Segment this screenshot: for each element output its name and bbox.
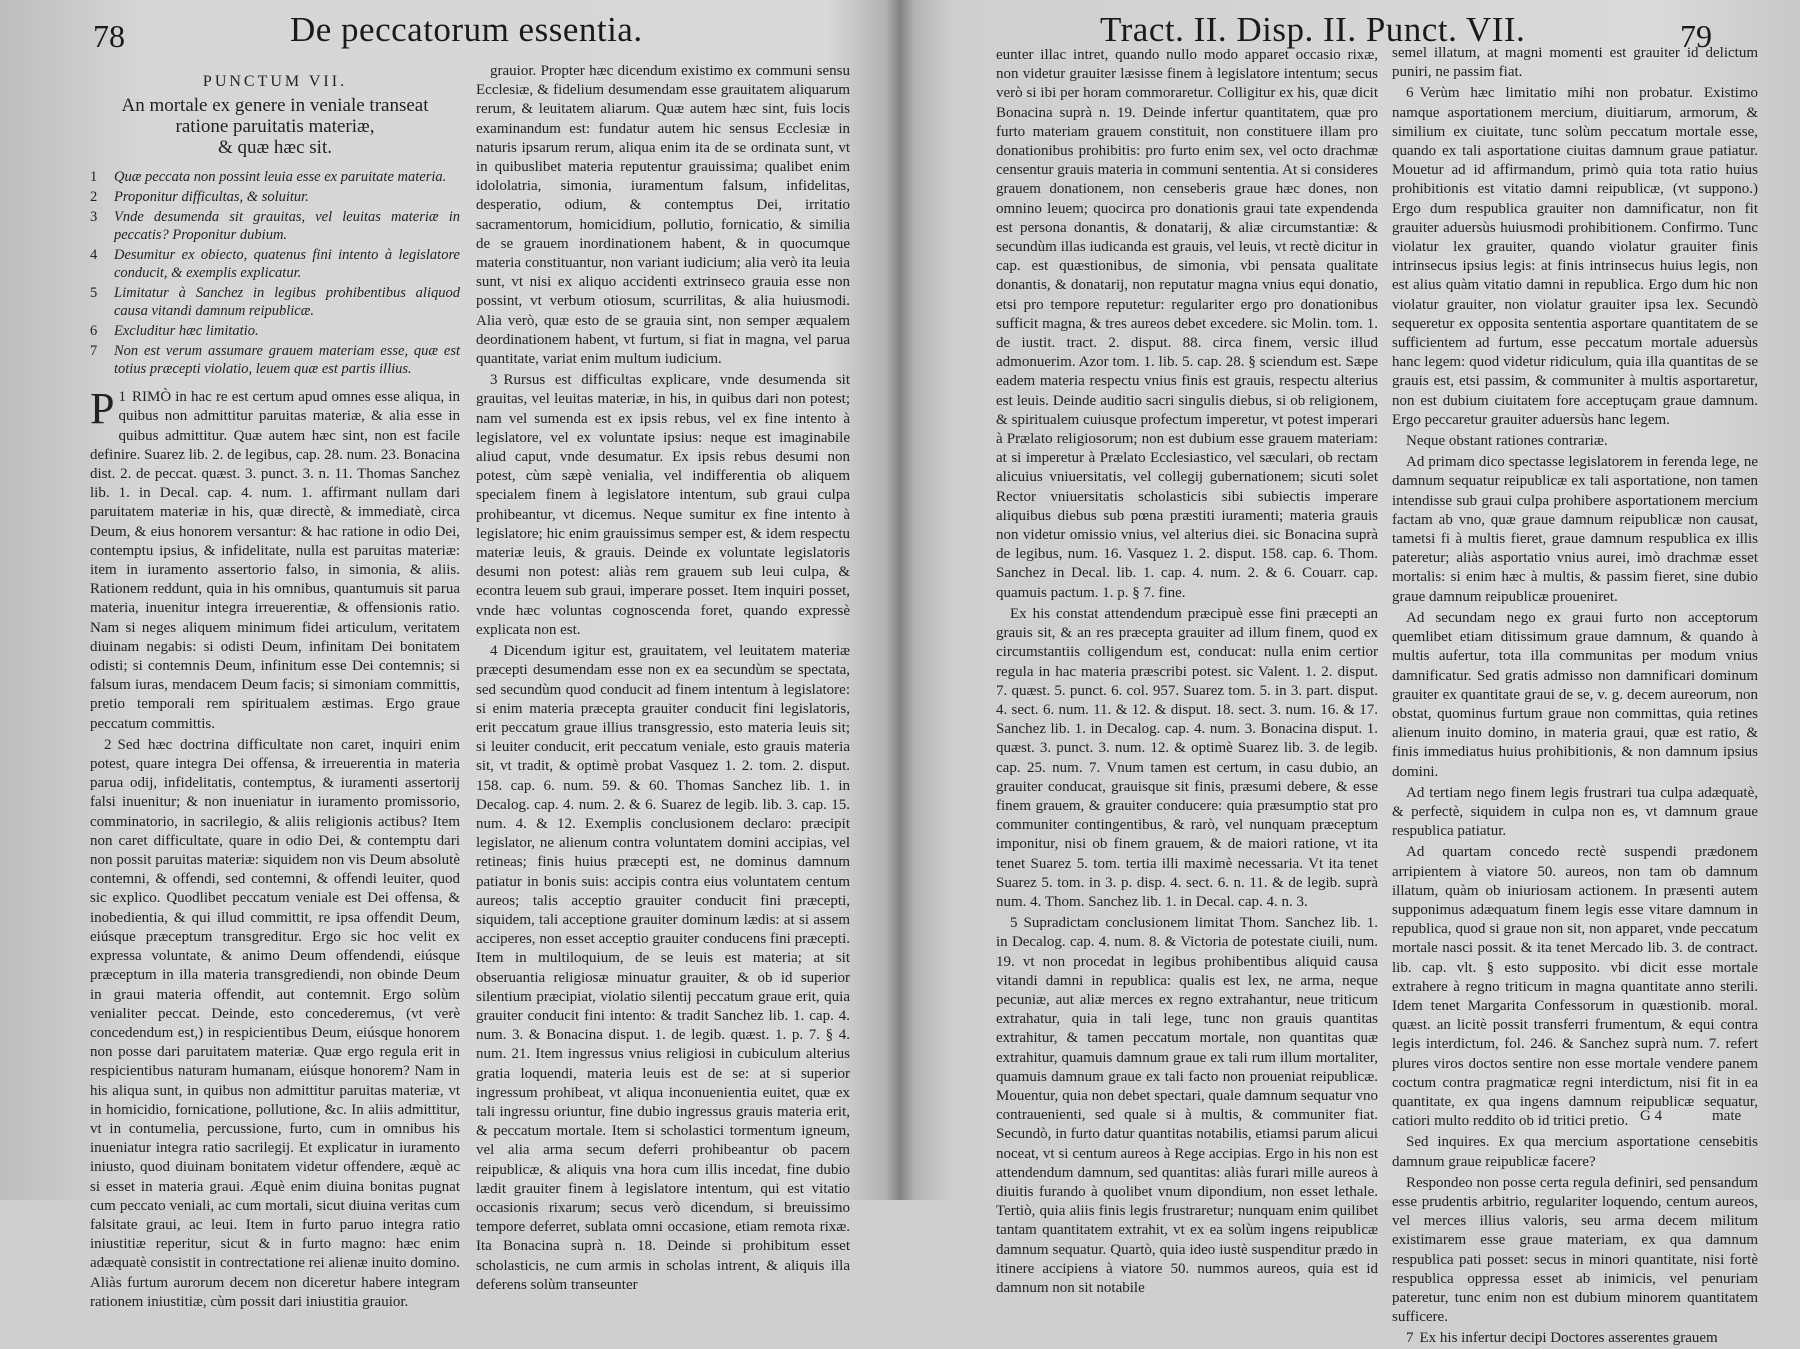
folio-right: 79	[1680, 18, 1712, 54]
paragraph-text: Supradictam conclusionem limitat Thom. Sanchez lib. 1. in Decalog. cap. 4. num. 8. & Victoria de potestate ciuili, num. 19. vt non procedat in legibus prohibentibus aliquid causa vitandi damni in republica: qualis est lex, ne arma, neque pecuniæ, aut aliæ merces ex regno extrahantur, neue triticum extrahatur, quia in tali lege, tunc non grauis quantitas extrahitur, & tamen peccatum mortale, non quantitas quæ extrahitur, quamuis damnum graue ex tali rum illum mortaliter, quamuis damnum graue ex tali facto non proueniat reipublicæ. Mouentur, quia non debet spectari, quale damnum sequatur vno contrauenienti, sed quale si à multis, & communiter fiat. Secundò, in furto datur quantitas notabilis, etiamsi parum alicui noceat, vt si centum aureos à Rege accipias. Ergo in his non est attendendum damnum, sed quantitas: aliàs furari mille aureos à diuitis furando à quolibet vnum dipondium, non esset lethale. Tertiò, quia aliis finis legis frustraretur; nunquam enim quilibet tantam quantitatem extrahit, vt ex ea solùm ingens reipublicæ damnum sequatur. Quartò, quia ideo iustè suspenditur prædo in itinere accipiens à viatore 50. nummos aureos, quia est id damnum non sit notabile	[996, 915, 1378, 1296]
paragraph	[1392, 1174, 1758, 1328]
folio-left: 78	[93, 18, 125, 54]
summary-number: 4	[90, 247, 98, 264]
summary-text: Proponitur difficultas, & soluitur.	[114, 189, 309, 206]
paragraph-text: Verùm hæc limitatio mihi non probatur. Existimo namque asportationem mercium, diuitiarum, armorum, & similium ex ciuitate, tunc solùm peccatum mortale esse, quando ex tali asportatione ciuitas damnum graue patiatur. Mouetur ad id affirmandum, primò quia tota ratio huius prohibitionis est vitatio damni reipublicæ, (vt suppono.) Ergo dum respublica grauiter non damnificatur, non fit grauiter aduersùs huiusmodi prohibitionem. Confirmo. Tunc violatur lex grauiter, quando violatur grauiter finis intrinsecus ipsius legis: at finis intrinsecus huius legis, non est alius quàm vitatio damni in republica. Ergo dum hic non violatur grauiter, non violatur grauiter ipsa lex. Secundò sequeretur ex opposita sententia asportare quantitatem de se sufficientem ad furtum, esse peccatum mortale aduersùs hanc legem: quod videtur ridiculum, quia illa quantitas de se grauis est, etsi passim, & communiter à multis asportaretur, non est dubium ciuitatem fore acceptuçam graue damnum. Ergo peccaretur grauiter aduersùs hanc legem.	[1392, 85, 1758, 428]
paragraph-number: 5	[1010, 915, 1018, 932]
right-column-1	[996, 46, 1378, 1296]
paragraph-text: grauior. Propter hæc dicendum existimo ex communi sensu Ecclesiæ, & fidelium desumendam esse grauitatem aliquarum rerum, & leuitatem aliarum. Quæ autem hæc sint, fuis locis examinandum est: fundatur autem hic sensus Ecclesiæ in naturis ipsarum rerum, aliqua enim ita de se ordinata sunt, vt in quibuslibet materia reputentur grauissima; qualibet enim idololatria, simonia, iuramentum falsum, infidelitas, desperatio, odium, & contemptus Dei, irritatio sacramentorum, homicidium, pollutio, fornicatio, & similia de se grauem inordinationem habent, & in quocumque materia constituantur, non variant iudicium; alia verò ita leuia sunt, vt nisi ex aliquo accidenti extrinseco grauia esse non possint, vt verbum otiosum, scurrilitas, & alia huiusmodi. Alia verò, quæ esto de se grauia sint, non semper æqualem deordinationem habent, vt furtum, si fiat in magna, vel parua quantitate, variat enim multum iudicium.	[476, 63, 850, 368]
summary-number: 6	[90, 323, 98, 340]
summary-list	[90, 168, 460, 378]
paragraph-text: Neque obstant rationes contrariæ.	[1406, 433, 1608, 450]
summary-item	[90, 208, 460, 244]
summary-number: 1	[90, 169, 98, 186]
paragraph	[90, 384, 460, 734]
paragraph-text: RIMÒ in hac re est certum apud omnes esse aliqua, in quibus non admittitur paruitas materiæ, & alia esse in quibus admittitur. Quæ autem hæc sint, non est facile definire. Suarez lib. 2. de legibus, cap. 28. num. 23. Bonacina dist. 2. de peccat. quæst. 3. punct. 3. n. 11. Thomas Sanchez lib. 1. in Decal. cap. 4. num. 1. affirmant nullam dari paruitatem materiæ in his, quæ directè, & immediatè, circa Deum, & eius honorem versantur: & hac ratione in odio Dei, contemptu ipsius, & infidelitate, nulla est paruitas materiæ: item in iuramento assertorio falso, in simonia, & aliis. Rationem reddunt, quia in his omnibus, quantumuis sit parua materia, inuenitur integra irreuerentiæ, & offensionis ratio. Nam si neges aliquem minimum fidei articulum, veritatem diuinam negabis: si odisti Deum, infinitam Dei bonitatem odisti; si contemnis Deum, infinitum esse Dei contemnis; si falsum iuras, mendacem Deum facis; si simoniam committis, pretio temporali rem spiritualem æstimas. Ergo graue peccatum committis.	[90, 389, 460, 732]
signature-mark: G 4	[1640, 1108, 1663, 1124]
summary-text: Quæ peccata non possint leuia esse ex paruitate materia.	[114, 169, 447, 186]
paragraph	[1392, 784, 1758, 842]
left-page	[0, 0, 900, 1310]
summary-item	[90, 322, 460, 340]
paragraph-text: eunter illac intret, quando nullo modo apparet occasio rixæ, non videtur grauiter læsisse finem à legislatore intentum; secus verò si ibi per horam commoraretur. Colligitur ex his, quæ dicit Bonacina suprà n. 19. Deinde infertur quantitatem, quæ pro furto materiam grauem constituit, non constituere illam pro donationibus prohibitis: pro furto enim sex, vel octo drachmæ censentur grauis materia in communi sententia. At si consideres grauem donationem, non censeberis graue hæc dones, non omnino leuem; quocirca pro donationis graui tate expendenda est persona donantis, & donatarij, & aliæ circumstantiæ: & secundùm illas iudicanda est grauis, vel leuis, vt rectè dicitur in cap. est quæstionibus, de simonia, vbi pensata qualitate donantis, & donatarij, non reputatur magna vnius equi donatio, etsi pro tempore reputetur: regulariter ergo pro donationibus sufficit magna, & tres aureos debet excedere. sic Molin. tom. 1. de iustit. tract. 2. disput. 88. circa finem, versic illud admonuerim. Azor tom. 1. lib. 5. cap. 28. § sciendum est. Sæpe eadem materia respectu vnius finis est grauis, respectu alterius est leuis. Deinde auditio sacri singulis diebus, si ob religionem, & spiritualem cuiusque profectum imperetur, vt potest imperari à Prælato religiosorum; non est dubium esse grauem materiam: at si imperetur à Prælato Ecclesiastico, vel sæculari, ob rectam alicuius vniuersitatis, vel collegij gubernationem; sicuti solet Rector vniuersitatis scholasticis sibi subiectis imperare aliquibus diebus sub pœna præstiti iuramenti; materia grauis non videtur omissio vnius, vel alterius diei. sic Bonacina suprà de legibus, num. 16. Vasquez 1. 2. disput. 158. cap. 6. Thom. Sanchez in Decal. lib. 1. cap. 4. num. 2. & 6. Couarr. cap. quamuis pactum. 1. p. § 7. fine.	[996, 47, 1378, 601]
paragraph-text: Respondeo non posse certa regula definiri, sed pensandum esse prudentis arbitrio, regulariter loquendo, centum aureos, vel merces illius valoris, seu arma decem militum existimarem esse graue materiam, ex qua damnum respublica pati posset: secus in minori quantitate, nisi fortè respublica oppressa esset ab inimicis, vel penuriam pateretur, tunc enim non est dubium minorem quantitatem sufficere.	[1392, 1174, 1758, 1326]
heading-line: ratione paruitatis materiæ,	[175, 116, 375, 138]
paragraph	[1392, 432, 1758, 451]
summary-item	[90, 284, 460, 320]
summary-item	[90, 168, 460, 186]
paragraph-number: 1	[118, 389, 126, 406]
paragraph	[996, 605, 1378, 912]
punctum-title: PUNCTUM VII.	[202, 73, 348, 90]
paragraph	[476, 62, 850, 369]
summary-item	[90, 246, 460, 282]
paragraph	[1392, 609, 1758, 782]
paragraph-text: Ad quartam concedo rectè suspendi prædonem arripientem à viatore 50. aureos, non tam ob damnum illatum, quàm ob iniuriosam actionem. In præsenti autem supponimus adæquatum finem legis esse vitare damnum in republica, quod si graue non sit, non apparet, vnde peccatum mortale nasci possit. & ita tenet Mercado lib. 3. de contract. lib. cap. vlt. § esto supposito. vbi dicit esse mortale extrahere à regno triticum in magna quantitate anno sterili. Idem tenet Margarita Confessorum in quæstionib. moral. quæst. an licitè possit transferri frumentum, & equi contra legis interdictum, fol. 246. & Sanchez suprà num. 7. refert plures viros doctos sentire non esse mortale vendere panem coctum contra pragmaticæ regni interdictum, nisi fit in ea quantitate, ex qua ingens damnum reipublicæ sequatur, catiori multo reddito ob id tritici pretio.	[1392, 844, 1758, 1130]
paragraph-text: Ex his constat attendendum præcipuè esse fini præcepti an grauis sit, & an res præcepta grauiter ad illum finem, quod ex circumstantiis colligendum est, conducat: nulla enim certior regula in hac materia præscribi potest. sic Valent. 1. 2. disput. 7. quæst. 5. punct. 6. col. 957. Suarez tom. 5. in 3. part. disput. 4. sect. 6. num. 11. & 12. & disput. 18. sect. 3. num. 16. & 17. Sanchez lib. 1. in Decalog. cap. 4. num. 3. Bonacina disput. 1. quæst. 3. punct. 3. num. 12. & optimè Suarez lib. 3. de legib. cap. 25. num. 7. Vnum tamen est certum, in casu dubio, an grauiter conducat, grauisque sit finis, præsumi debere, & esse finem grauem, & grauiter conducere: quia præsumptio stat pro communiter contingentibus, & rarò, vel nunquam præceptum imponitur, nisi ob finem grauem, & de maiori ratione, vt ita tenet Suarez 5. tom. tertia illi maximè necessaria. Vt ita tenet Suarez 5. tom. in 3. p. disp. 4. sect. 6. n. 11. & de legib. suprà num. 4. Thom. Sanchez lib. 1. in Decal. cap. 4. n. 3.	[996, 605, 1378, 910]
paragraph	[1392, 843, 1758, 1131]
paragraph-text: Rursus est difficultas explicare, vnde desumenda sit grauitas, vel leuitas materiæ, in his, in quibus dari non potest; nam vel sumenda est ex ipsis rebus, vel ex fine intento à legislatore, vel ex voluntate ipsius: neque est imaginabile aliud caput, vnde desumatur. Ex ipsis rebus desumi non potest, cùm sæpè venialia, vel indifferentia ob aliquem specialem finem à legislatore intentum, sub graui culpa prohibeantur, vt dicemus. Neque sumitur ex fine intento à legislatore; hic enim grauissimus semper est, & idem respectu materiæ leuis, & grauis. Deinde ex voluntate legislatoris desumi non potest: aliàs rem grauem sub leui culpa, & econtra leuem sub graui, imperare posset. Item inquiri posset, vnde hæc voluntas cognoscenda foret, quando expressè explicata non est.	[476, 372, 850, 638]
paragraph-number: 7	[1406, 1330, 1414, 1347]
paragraph-number: 4	[490, 643, 498, 660]
paragraph-number: 6	[1406, 85, 1414, 102]
heading-line: An mortale ex genere in veniale transeat	[121, 95, 429, 117]
summary-item	[90, 342, 460, 378]
catchword: mate	[1712, 1108, 1742, 1124]
paragraph-text: Sed hæc doctrina difficultate non caret, inquiri enim potest, quare integra Dei offensa, & irreuerentia in materia parua odij, infidelitatis, contemptus, & iuramenti assertorij falsi inuenitur; & non inueniatur in iuramento promissorio, comminatorio, in sacrilegio, & aliis religionis actibus? Item non caret difficultate, quare in odio Dei, & contemptu dari non possit paruitas materiæ: siquidem non vis Deum absolutè contemni, & offendi, sed contemni, & offendi leuiter, quod sic explico. Quodlibet peccatum veniale est Dei offensa, & inobedientia, & qui illud committit, re ipsa offendit Deum, eiúsque præceptum transgreditur. Ergo sic hoc velit ex expressa voluntate, & animo Deum offendendi, eiúsque præceptum in illa materia transgrediendi, non obinde Deum in graui materia offendit, aut contemnit. Ergo solùm venialiter peccat. Deinde, esto concederemus, (vt verè concedendum est,) in respicientibus Deum, eiúsque honorem non posse dari paruitatem materiæ. Quæ ergo regula erit in respicientibus naturam humanam, eiúsque honorem? Nam in his aliqua sunt, in quibus non admittitur paruitas materiæ, vt in homicidio, fornicatione, pollutione, &c. In aliis admittitur, vt in contumelia, percussione, furto, cum in omnibus his inueniatur integra ratio sacrilegij. Et explicatur in iuramento iniusto, quod diuinam bonitatem videtur offendere, æquè ac si esset in materia graui. Æquè enim diuina bonitas pugnat cum peccato veniali, ac cum mortali, sicut diuina veritas cum falsitate graui, ac leui. Item in furto paruo integra ratio iniustitiæ reperitur, sicut & in furto magno: hæc enim adæquatè consistit in contrectatione rei alienæ inuito domino. Aliàs furtum aurorum decem non diceretur habere integram rationem iniustitiæ, cùm possit dari iniustitia grauior.	[90, 736, 460, 1310]
drop-cap: P	[90, 384, 115, 434]
left-column-1	[90, 66, 460, 1310]
paragraph	[1392, 84, 1758, 430]
paragraph-text: Ex his infertur decipi Doctores asserentes grauem	[1419, 1330, 1718, 1347]
right-page	[900, 0, 1800, 1347]
paragraph	[476, 371, 850, 640]
paragraph	[996, 46, 1378, 603]
paragraph-number: 3	[490, 372, 498, 389]
section-heading	[90, 95, 460, 158]
paragraph-text: Ad secundam nego ex graui furto non acceptorum quemlibet etiam ditissimum graue damnum, & quando à multis aufertur, tota illa communitas per modum vnius damnificatur. Sed gratis admisso non damnificari dominum grauiter ex quantitate graui de se, v. g. decem aureorum, non obstat, quominus furtum graue non committas, quia retines alienum inuito domino, in materia graui, quæ est ratio, & finis immediatus huius prohibitionis, & non damnum ipsius domini.	[1392, 609, 1758, 780]
summary-text: Desumitur ex obiecto, quatenus fini intento à legislatore conducit, & exemplis explicatur.	[114, 247, 460, 282]
paragraph-text: Dicendum igitur est, grauitatem, vel leuitatem materiæ præcepti desumendam esse non ex ea secundùm se spectata, sed secundùm quod conducit ad finem intentum à legislatore: si enim materia præcepta grauiter conducit fini legislatoris, erit peccatum graue illius transgressio, esto materia leuis sit; si leuiter conducit, erit peccatum veniale, esto grauis materia sit, vt tradit, & optimè probat Vasquez 1. 2. tom. 2. disput. 158. cap. 6. num. 59. & 60. Thomas Sanchez lib. 1. in Decalog. cap. 4. num. 2. & 6. Suarez de legib. lib. 3. cap. 15. num. 4. & 12. Exemplis conclusionem declaro: præcipit legislator, ne alienum contra voluntatem domini accipias, vel retineas; finis huius præcepti est, ne dominus damnum patiatur in bonis suis: accipis contra eius voluntatem centum aureos; talis acceptio grauiter conducit fini præcepti, siquidem, tali acceptione grauiter dominum lædis: at si assem acciperes, non esset acceptio grauiter conducens fini præcepti. Item in multiloquium, de se leuis est materia; at sit obseruantia religiosæ minuatur grauiter, & ob id superior silentium præcipiat, violatio silentij peccatum graue erit, quia grauiter conducit fini intento: & tradit Sanchez lib. 1. cap. 4. num. 3. & Bonacina disput. 1. de legib. quæst. 1. p. 7. § 4. num. 21. Item ingressus vnius religiosi in cubiculum alterius gratia loquendi, materia leuis est de se: at si superior ingressum prohibeat, vt aliqua inconuenientia euitet, quæ ex tali ingressu oriuntur, fine dubio ingressus grauis materia erit, & peccatum mortale. Item si scholastici tormentum igneum, vel alia arma secum deferri prohibeantur ob pacem reipublicæ, & aliquis vna hora cum illis incedat, fine dubio lædit grauiter finem à legislatore intentum, qui est vitatio occasionis rixarum; secus verò dicendum, si breuissimo tempore deferret, sublata omni occasione, etiam remota rixæ. Ita Bonacina suprà n. 18. Deinde si prohibitum esset scholasticis, ne cum armis in scholas intrent, & aliquis illa deferens solùm transeunter	[476, 643, 850, 1293]
paragraph	[1392, 1133, 1758, 1171]
paragraph-text: Sed inquires. Ex qua mercium asportatione censebitis damnum graue reipublicæ facere?	[1392, 1134, 1758, 1170]
paragraph-text: Ad tertiam nego finem legis frustrari tua culpa adæquatè, & perfectè, siquidem in culpa non es, vt damnum graue respublica patiatur.	[1392, 784, 1758, 840]
summary-text: Limitatur à Sanchez in legibus prohibentibus aliquod causa vitandi damnum reipublicæ.	[114, 285, 460, 320]
summary-number: 7	[90, 343, 98, 360]
left-column-2	[476, 62, 850, 1293]
paragraph	[1392, 1329, 1758, 1348]
summary-text: Vnde desumenda sit grauitas, vel leuitas materiæ in peccatis? Proponitur dubium.	[114, 209, 460, 244]
paragraph	[1392, 453, 1758, 607]
paragraph	[996, 914, 1378, 1298]
running-head-right: Tract. II. Disp. II. Punct. VII.	[1100, 10, 1526, 49]
paragraph	[476, 642, 850, 1295]
running-head-left: De peccatorum essentia.	[290, 10, 643, 49]
summary-item	[90, 188, 460, 206]
summary-number: 2	[90, 189, 98, 206]
summary-number: 3	[90, 209, 98, 226]
paragraph-text: semel illatum, at magni momenti est grauiter id delictum puniri, ne passim fiat.	[1392, 45, 1758, 81]
summary-text: Non est verum assumare grauem materiam esse, quæ est totius præcepti violatio, leuem quæ est partis illius.	[114, 343, 460, 378]
summary-text: Excluditur hæc limitatio.	[114, 323, 259, 340]
paragraph	[1392, 44, 1758, 82]
paragraph-number: 2	[104, 736, 112, 753]
heading-line: & quæ hæc sit.	[217, 137, 332, 159]
summary-number: 5	[90, 285, 98, 302]
paragraph-text: Ad primam dico spectasse legislatorem in ferenda lege, ne damnum sequatur reipublicæ ex tali asportatione, non tamen intendisse sub graui culpa prohibere asportationem mercium factam ab vno, quæ graue damnum reipublicæ non causat, tametsi fi à multis fieret, graue damnum respublica ex illis pateretur; aliàs asportatio vnius aurei, imò drachmæ esset mortalis: si enim hæc à multis, & passim fieret, sine dubio graue damnum reipublicæ proueniret.	[1392, 454, 1758, 605]
paragraph	[90, 736, 460, 1312]
